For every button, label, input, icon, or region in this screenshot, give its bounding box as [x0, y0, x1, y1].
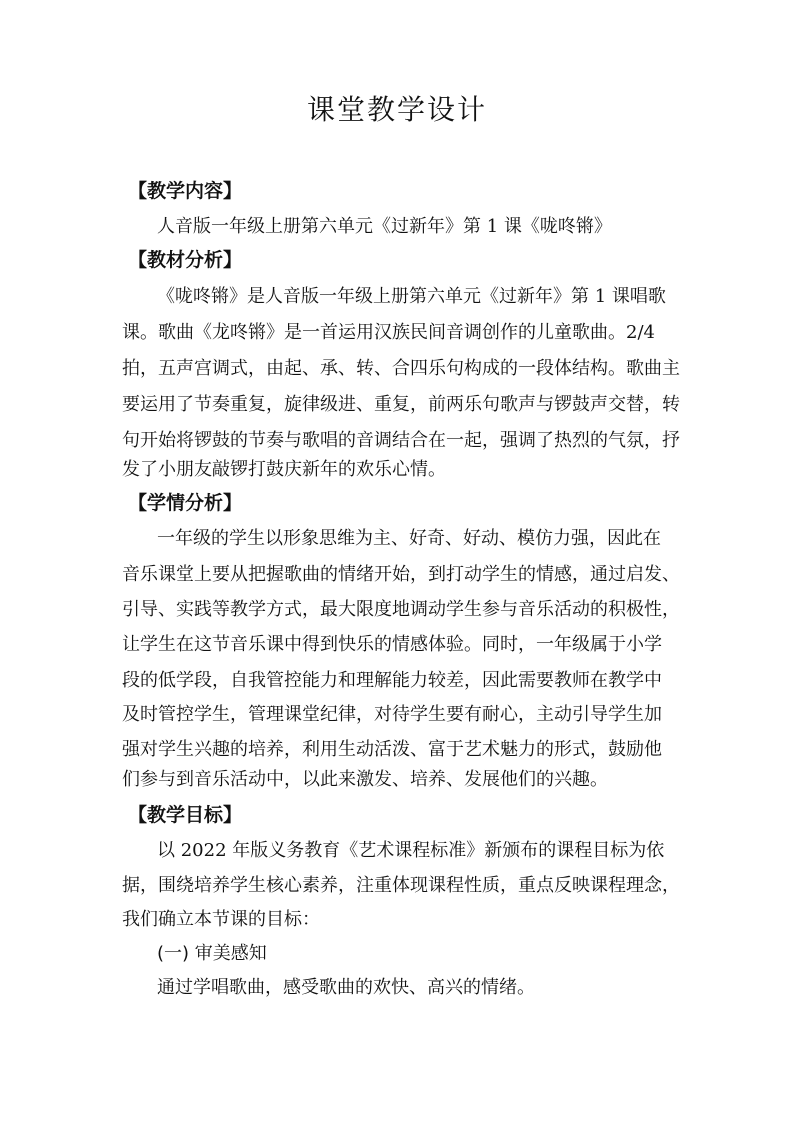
paragraph-line: 据，围绕培养学生核心素养，注重体现课程性质，重点反映课程理念，	[122, 875, 680, 896]
subheading: (一) 审美感知	[157, 943, 267, 964]
section-heading-material: 【教材分析】	[128, 249, 243, 271]
paragraph-line: 发了小朋友敲锣打鼓庆新年的欢乐心情。	[122, 459, 446, 480]
paragraph-line: 通过学唱歌曲，感受歌曲的欢快、高兴的情绪。	[157, 977, 535, 998]
section-heading-objectives: 【教学目标】	[128, 804, 243, 826]
paragraph-line: 让学生在这节音乐课中得到快乐的情感体验。同时，一年级属于小学	[122, 634, 662, 655]
paragraph-line: 拍，五声宫调式，由起、承、转、合四乐句构成的一段体结构。歌曲主	[122, 358, 680, 379]
section-heading-students: 【学情分析】	[128, 492, 243, 514]
paragraph-line: 音乐课堂上要从把握歌曲的情绪开始，到打动学生的情感，通过启发、	[122, 564, 680, 585]
paragraph-line: 及时管控学生，管理课堂纪律，对待学生要有耐心，主动引导学生加	[122, 704, 662, 725]
paragraph-line: 我们确立本节课的目标：	[122, 909, 320, 930]
paragraph-line: 一年级的学生以形象思维为主、好奇、好动、模仿力强，因此在	[157, 528, 661, 549]
section-heading-content: 【教学内容】	[128, 180, 243, 202]
paragraph-line: 课。歌曲《龙咚锵》是一首运用汉族民间音调创作的儿童歌曲。2/4	[122, 322, 655, 343]
paragraph-line: 《咙咚锵》是人音版一年级上册第六单元《过新年》第 1 课唱歌	[157, 286, 666, 307]
paragraph-line: 强对学生兴趣的培养，利用生动活泼、富于艺术魅力的形式，鼓励他	[122, 739, 662, 760]
page-title: 课堂教学设计	[306, 93, 487, 126]
paragraph-line: 句开始将锣鼓的节奏与歌唱的音调结合在一起，强调了热烈的气氛，抒	[122, 430, 680, 451]
paragraph-line: 人音版一年级上册第六单元《过新年》第 1 课《咙咚锵》	[157, 216, 612, 237]
paragraph-line: 要运用了节奏重复，旋律级进、重复，前两乐句歌声与锣鼓声交替，转	[122, 394, 680, 415]
paragraph-line: 段的低学段，自我管控能力和理解能力较差，因此需要教师在教学中	[122, 670, 662, 691]
paragraph-line: 们参与到音乐活动中，以此来激发、培养、发展他们的兴趣。	[122, 769, 608, 790]
paragraph-line: 引导、实践等教学方式，最大限度地调动学生参与音乐活动的积极性，	[122, 599, 680, 620]
paragraph-line: 以 2022 年版义务教育《艺术课程标准》新颁布的课程目标为依	[157, 840, 665, 861]
